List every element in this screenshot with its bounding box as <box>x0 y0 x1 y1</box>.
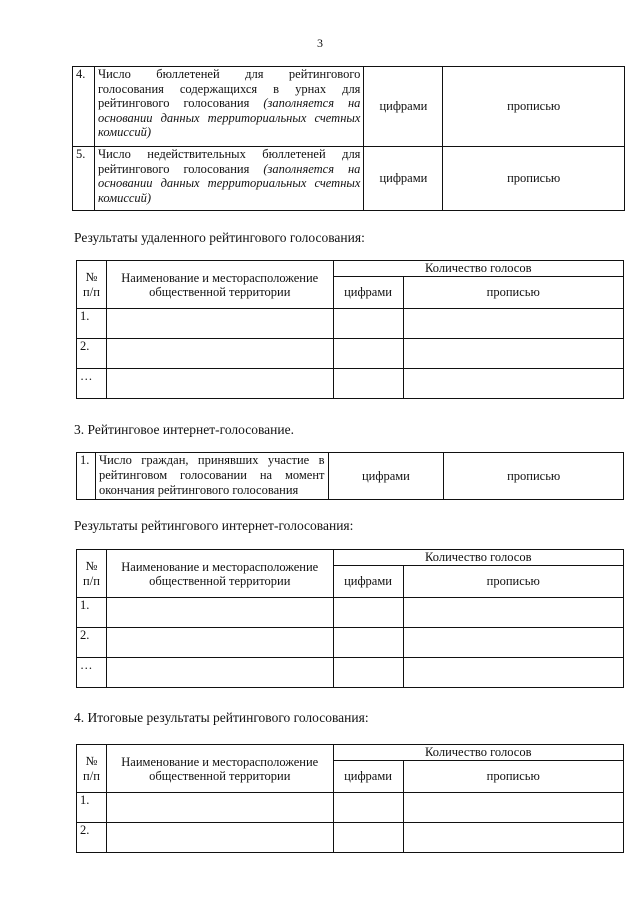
final-results-table <box>76 744 624 853</box>
row-text: Число бюллетеней для рейтингового голосования содержащихся в урнах для рейтингового голосования <box>97 67 361 110</box>
remote-results-table <box>76 260 624 399</box>
col-number-header: № п/п <box>77 550 107 598</box>
final-results-heading: 4. Итоговые результаты рейтингового голосования: <box>74 710 369 725</box>
words-cell: прописью <box>443 67 625 147</box>
row-note: (заполняется на основании данных территориальных счетных комиссий) <box>97 96 361 139</box>
col-votes-header: Количество голосов <box>333 550 623 566</box>
table-row <box>77 453 624 500</box>
ballot-count-table <box>72 66 625 211</box>
words-cell: прописью <box>443 147 625 211</box>
row-number: 1. <box>77 309 107 339</box>
digits-cell: цифрами <box>364 147 443 211</box>
table-row <box>77 793 624 823</box>
col-words-header: прописью <box>403 566 624 598</box>
row-number: … <box>77 369 107 399</box>
row-number: 4. <box>73 67 95 147</box>
row-text: Число недействительных бюллетеней для рейтингового голосования <box>97 147 361 176</box>
words-cell: прописью <box>444 453 624 500</box>
internet-participants-table <box>76 452 624 500</box>
table-row <box>73 147 625 211</box>
col-digits-header: цифрами <box>333 566 403 598</box>
col-digits-header: цифрами <box>333 277 403 309</box>
table-row <box>73 67 625 147</box>
col-words-header: прописью <box>403 277 624 309</box>
internet-results-table <box>76 549 624 688</box>
row-number: 2. <box>77 823 107 853</box>
row-description <box>94 147 363 211</box>
col-name-header: Наименование и месторасположение общественной территории <box>106 745 333 793</box>
internet-results-heading: Результаты рейтингового интернет-голосования: <box>74 518 354 533</box>
row-number: 1. <box>77 793 107 823</box>
row-number: 2. <box>77 339 107 369</box>
row-note: (заполняется на основании данных территориальных счетных комиссий) <box>97 161 361 205</box>
header-row <box>77 745 624 761</box>
remote-results-heading: Результаты удаленного рейтингового голосования: <box>74 230 365 245</box>
row-number: … <box>77 658 107 688</box>
table-row <box>77 823 624 853</box>
row-description: Число граждан, принявших участие в рейтинговом голосовании на момент окончания рейтингового голосования <box>95 453 328 500</box>
header-row <box>77 550 624 566</box>
table-row <box>77 309 624 339</box>
row-description <box>94 67 363 147</box>
row-number: 2. <box>77 628 107 658</box>
header-row <box>77 261 624 277</box>
digits-cell: цифрами <box>328 453 444 500</box>
col-number-header: № п/п <box>77 745 107 793</box>
table-row <box>77 598 624 628</box>
table-row <box>77 628 624 658</box>
internet-section-heading: 3. Рейтинговое интернет-голосование. <box>74 422 294 437</box>
table-row <box>77 339 624 369</box>
col-name-header: Наименование и месторасположение общественной территории <box>106 261 333 309</box>
table-row <box>77 658 624 688</box>
col-digits-header: цифрами <box>333 761 403 793</box>
row-number: 5. <box>73 147 95 211</box>
col-number-header: № п/п <box>77 261 107 309</box>
digits-cell: цифрами <box>364 67 443 147</box>
page-number: 3 <box>317 36 323 50</box>
col-name-header: Наименование и месторасположение общественной территории <box>106 550 333 598</box>
col-votes-header: Количество голосов <box>333 745 623 761</box>
col-votes-header: Количество голосов <box>333 261 623 277</box>
row-number: 1. <box>77 453 96 500</box>
table-row <box>77 369 624 399</box>
col-words-header: прописью <box>403 761 624 793</box>
row-number: 1. <box>77 598 107 628</box>
